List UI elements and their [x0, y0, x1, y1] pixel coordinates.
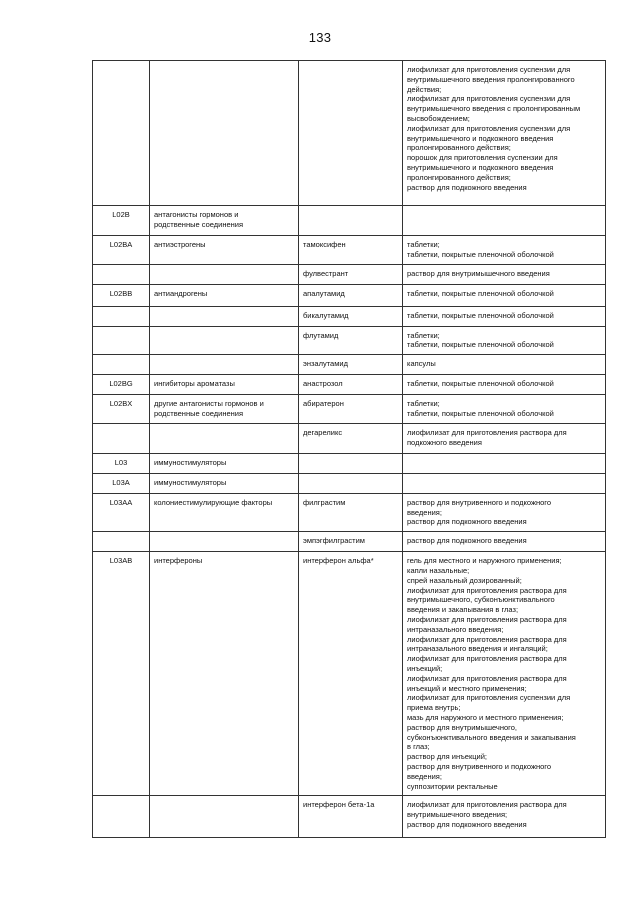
- group-cell: [150, 423, 299, 453]
- dosage-forms-line: лиофилизат для приготовления раствора для: [407, 614, 567, 624]
- group-line: родственные соединения: [154, 408, 244, 418]
- group-cell: [150, 284, 299, 306]
- dosage-forms-cell: [403, 236, 606, 265]
- inn-line: анастрозол: [303, 379, 343, 389]
- group-line: иммуностимуляторы: [154, 457, 227, 467]
- dosage-forms-cell: [403, 306, 606, 326]
- dosage-forms-line: высвобождением;: [407, 113, 470, 123]
- group-line: антагонисты гормонов и: [154, 210, 239, 219]
- dosage-forms-line: внутримышечного и подкожного введения: [407, 162, 554, 172]
- page-number: 133: [308, 30, 332, 45]
- inn-cell: [299, 306, 403, 326]
- table-row: [93, 264, 606, 284]
- atc-code-cell: [93, 796, 150, 838]
- dosage-forms-line: введения;: [407, 507, 442, 517]
- inn-cell: [299, 493, 403, 531]
- dosage-forms-cell: [403, 532, 606, 552]
- group-cell: [150, 473, 299, 493]
- dosage-forms-line: лиофилизат для приготовления раствора для: [407, 427, 567, 437]
- table-row: [93, 453, 606, 473]
- dosage-forms-cell: [403, 284, 606, 306]
- dosage-forms-cell: [403, 423, 606, 453]
- dosage-forms-line: таблетки;: [407, 399, 440, 409]
- dosage-forms-cell: [403, 493, 606, 531]
- inn-cell: [299, 453, 403, 473]
- atc-code-cell: L03AA: [93, 493, 150, 531]
- dosage-forms-line: инъекций и местного применения;: [407, 683, 527, 693]
- dosage-forms-line: раствор для подкожного введения: [407, 819, 527, 829]
- group-line: родственные соединения: [154, 219, 244, 229]
- inn-line: интерферон альфа*: [303, 556, 374, 566]
- atc-code-cell: L02BG: [93, 375, 150, 395]
- dosage-forms-cell: [403, 473, 606, 493]
- table-row: [93, 473, 606, 493]
- table-row: [93, 206, 606, 236]
- group-cell: [150, 375, 299, 395]
- dosage-forms-line: лиофилизат для приготовления раствора для: [407, 673, 567, 683]
- table-row: [93, 355, 606, 375]
- dosage-forms-line: гель для местного и наружного применения;: [407, 556, 562, 566]
- atc-code-cell: L03AB: [93, 552, 150, 796]
- atc-code-cell: [93, 61, 150, 206]
- dosage-forms-line: в глаз;: [407, 742, 430, 752]
- dosage-forms-line: внутримышечного введения с пролонгированным: [407, 104, 581, 114]
- dosage-forms-line: раствор для подкожного введения: [407, 536, 527, 546]
- dosage-forms-line: таблетки, покрытые пленочной оболочкой: [407, 310, 554, 320]
- dosage-forms-cell: [403, 264, 606, 284]
- dosage-forms-line: лиофилизат для приготовления раствора для: [407, 654, 567, 664]
- dosage-forms-cell: [403, 61, 606, 206]
- inn-cell: [299, 375, 403, 395]
- inn-cell: [299, 355, 403, 375]
- atc-code-cell: [93, 423, 150, 453]
- inn-line: дегареликс: [303, 427, 343, 437]
- dosage-forms-cell: [403, 552, 606, 796]
- dosage-forms-line: лиофилизат для приготовления суспензии для: [407, 693, 571, 703]
- inn-line: флутамид: [303, 330, 339, 340]
- dosage-forms-line: таблетки;: [407, 330, 440, 340]
- table-row: [93, 493, 606, 531]
- table-row: [93, 284, 606, 306]
- dosage-forms-line: раствор для внутримышечного,: [407, 722, 517, 732]
- dosage-forms-line: раствор для внутривенного и подкожного: [407, 497, 552, 507]
- inn-cell: [299, 61, 403, 206]
- inn-cell: [299, 284, 403, 306]
- atc-code-cell: [93, 326, 150, 355]
- atc-code-cell: [93, 532, 150, 552]
- table-row: [93, 306, 606, 326]
- inn-line: интерферон бета-1a: [303, 800, 375, 810]
- dosage-forms-cell: [403, 326, 606, 355]
- dosage-forms-line: интраназального введения;: [407, 624, 504, 634]
- dosage-forms-line: мазь для наружного и местного применения;: [407, 712, 564, 722]
- dosage-forms-line: лиофилизат для приготовления раствора для: [407, 585, 567, 595]
- dosage-forms-line: таблетки;: [407, 240, 440, 249]
- atc-code-cell: [93, 306, 150, 326]
- dosage-forms-line: раствор для внутримышечного введения: [407, 268, 550, 278]
- dosage-forms-line: введения;: [407, 771, 442, 781]
- dosage-forms-line: лиофилизат для приготовления суспензии для: [407, 65, 571, 74]
- table-row: [93, 423, 606, 453]
- dosage-forms-line: раствор для внутривенного и подкожного: [407, 761, 552, 771]
- dosage-forms-line: инъекций;: [407, 663, 443, 673]
- inn-line: энзалутамид: [303, 359, 348, 369]
- table-row: [93, 61, 606, 206]
- dosage-forms-line: таблетки, покрытые пленочной оболочкой: [407, 408, 554, 418]
- group-cell: [150, 264, 299, 284]
- dosage-forms-line: внутримышечного и подкожного введения: [407, 133, 554, 143]
- inn-cell: [299, 532, 403, 552]
- dosage-forms-cell: [403, 375, 606, 395]
- group-cell: [150, 532, 299, 552]
- dosage-forms-cell: [403, 796, 606, 838]
- inn-cell: [299, 326, 403, 355]
- dosage-forms-line: действия;: [407, 84, 442, 94]
- drug-table: [92, 60, 606, 838]
- dosage-forms-line: лиофилизат для приготовления суспензии для: [407, 123, 571, 133]
- dosage-forms-line: субконъюнктивального введения и закапывания: [407, 732, 576, 742]
- group-line: ингибиторы ароматазы: [154, 379, 235, 389]
- group-cell: [150, 395, 299, 424]
- group-cell: [150, 61, 299, 206]
- group-cell: [150, 355, 299, 375]
- inn-line: абиратерон: [303, 399, 344, 409]
- dosage-forms-line: суппозитории ректальные: [407, 781, 498, 791]
- dosage-forms-line: лиофилизат для приготовления раствора для: [407, 800, 567, 810]
- atc-code-cell: L03: [93, 453, 150, 473]
- group-cell: [150, 306, 299, 326]
- table-row: [93, 236, 606, 265]
- atc-code-cell: [93, 355, 150, 375]
- dosage-forms-line: порошок для приготовления суспензии для: [407, 153, 558, 163]
- group-cell: [150, 236, 299, 265]
- group-line: антиэстрогены: [154, 240, 206, 249]
- dosage-forms-line: раствор для подкожного введения: [407, 182, 527, 192]
- dosage-forms-line: лиофилизат для приготовления раствора для: [407, 634, 567, 644]
- dosage-forms-line: пролонгированного действия;: [407, 172, 511, 182]
- inn-cell: [299, 473, 403, 493]
- dosage-forms-line: лиофилизат для приготовления суспензии для: [407, 94, 571, 104]
- dosage-forms-line: раствор для подкожного введения: [407, 517, 527, 527]
- group-cell: [150, 326, 299, 355]
- group-line: иммуностимуляторы: [154, 477, 227, 487]
- group-cell: [150, 796, 299, 838]
- group-cell: [150, 552, 299, 796]
- inn-line: фулвестрант: [303, 268, 349, 278]
- table-row: [93, 326, 606, 355]
- table-row: [93, 395, 606, 424]
- dosage-forms-line: введения и закапывания в глаз;: [407, 605, 519, 615]
- inn-line: эмпэгфилграстим: [303, 536, 365, 546]
- dosage-forms-cell: [403, 453, 606, 473]
- inn-cell: [299, 552, 403, 796]
- group-line: другие антагонисты гормонов и: [154, 399, 264, 409]
- dosage-forms-line: интраназального введения и ингаляций;: [407, 644, 548, 654]
- dosage-forms-line: таблетки, покрытые пленочной оболочкой: [407, 249, 554, 259]
- atc-code-cell: L03A: [93, 473, 150, 493]
- inn-line: апалутамид: [303, 288, 345, 298]
- dosage-forms-line: таблетки, покрытые пленочной оболочкой: [407, 379, 554, 389]
- table-row: [93, 552, 606, 796]
- group-line: антиандрогены: [154, 288, 208, 298]
- inn-cell: [299, 423, 403, 453]
- inn-cell: [299, 264, 403, 284]
- group-cell: [150, 493, 299, 531]
- dosage-forms-cell: [403, 355, 606, 375]
- group-line: интерфероны: [154, 556, 203, 566]
- dosage-forms-line: внутримышечного введения;: [407, 810, 508, 820]
- table-row: [93, 532, 606, 552]
- atc-code-cell: L02BX: [93, 395, 150, 424]
- inn-cell: [299, 395, 403, 424]
- inn-cell: [299, 796, 403, 838]
- inn-cell: [299, 206, 403, 236]
- dosage-forms-cell: [403, 395, 606, 424]
- group-cell: [150, 453, 299, 473]
- table-row: [93, 796, 606, 838]
- inn-line: бикалутамид: [303, 310, 349, 320]
- atc-code-cell: L02B: [93, 206, 150, 236]
- dosage-forms-line: капли назальные;: [407, 565, 470, 575]
- dosage-forms-line: раствор для инъекций;: [407, 752, 487, 762]
- dosage-forms-line: подкожного введения: [407, 437, 482, 447]
- table-row: [93, 375, 606, 395]
- dosage-forms-line: внутримышечного введения пролонгированного: [407, 74, 575, 84]
- atc-code-cell: L02BA: [93, 236, 150, 265]
- dosage-forms-line: таблетки, покрытые пленочной оболочкой: [407, 288, 554, 298]
- dosage-forms-line: спрей назальный дозированный;: [407, 575, 522, 585]
- dosage-forms-line: таблетки, покрытые пленочной оболочкой: [407, 340, 554, 350]
- atc-code-cell: [93, 264, 150, 284]
- inn-cell: [299, 236, 403, 265]
- dosage-forms-line: приема внутрь;: [407, 703, 461, 713]
- dosage-forms-cell: [403, 206, 606, 236]
- inn-line: филграстим: [303, 497, 346, 507]
- group-line: колониестимулирующие факторы: [154, 497, 273, 507]
- group-cell: [150, 206, 299, 236]
- inn-line: тамоксифен: [303, 240, 346, 249]
- dosage-forms-line: капсулы: [407, 359, 436, 369]
- dosage-forms-line: внутримышечного, субконъюнктивального: [407, 595, 555, 605]
- dosage-forms-line: пролонгированного действия;: [407, 143, 511, 153]
- atc-code-cell: L02BB: [93, 284, 150, 306]
